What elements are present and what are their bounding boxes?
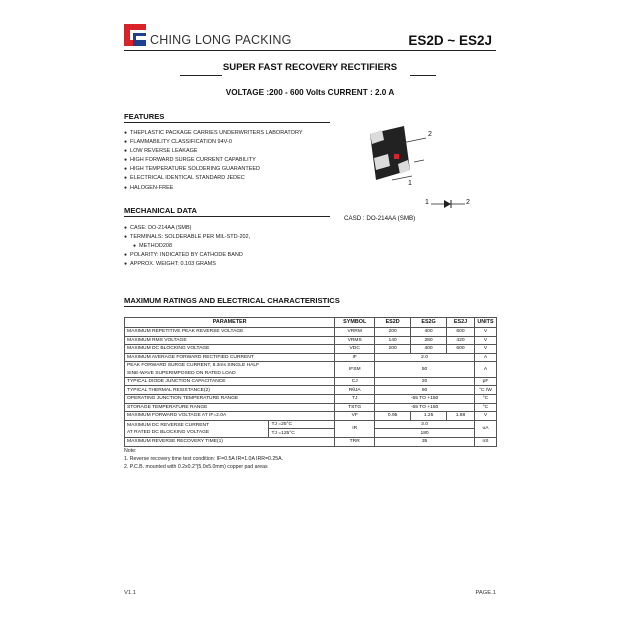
param-cell: MAXIMUM REVERSE RECOVERY TIME(1) xyxy=(125,437,335,446)
value-cell: 200 xyxy=(375,328,411,337)
value-cell: 400 xyxy=(411,328,447,337)
table-row xyxy=(125,328,497,337)
footer-version: V1.1 xyxy=(124,590,136,596)
value-cell: 2.0 xyxy=(375,353,475,362)
param-cell: MAXIMUM REPETITIVE PEAK REVERSE VOLTAGE xyxy=(125,328,335,337)
param-line: MAXIMUM DC REVERSE CURRENT xyxy=(127,422,210,428)
symbol-pin2-label: 2 xyxy=(466,199,470,206)
param-cell: MAXIMUM RMS VOLTAGE xyxy=(125,336,335,345)
condition-cell: TJ =25°C xyxy=(269,420,335,429)
param-cell: MAXIMUM FORWARD VOLTAGE AT IF=2.0A xyxy=(125,412,335,421)
table-row xyxy=(125,353,497,362)
feature-item: ● LOW REVERSE LEAKAGE xyxy=(124,147,303,156)
table-row xyxy=(125,403,497,412)
feature-item: ● HIGH TEMPERATURE SOLDERING GUARANTEED xyxy=(124,165,303,174)
symbol-pin1-label: 1 xyxy=(425,199,429,206)
symbol-cell: TSTG xyxy=(335,403,375,412)
unit-cell: V xyxy=(474,412,496,421)
value-cell: 3.0 xyxy=(375,420,475,429)
param-cell: OPERATING JUNCTION TEMPERATURE RANGE xyxy=(125,394,335,403)
param-cell xyxy=(125,362,335,377)
col-header-es2g: ES2G xyxy=(411,318,447,328)
param-cell: STORAGE TEMPERATURE RANGE xyxy=(125,403,335,412)
unit-cell: °C /W xyxy=(474,386,496,395)
table-row xyxy=(125,412,497,421)
symbol-cell: IFSM xyxy=(335,362,375,377)
param-cell: MAXIMUM DC BLOCKING VOLTAGE xyxy=(125,345,335,354)
mechanical-list xyxy=(124,224,250,269)
notes-heading: Note: xyxy=(124,448,137,454)
feature-item: ● FLAMMABILITY CLASSIFICATION 94V-0 xyxy=(124,138,303,147)
param-line: AT RATED DC BLOCKING VOLTAGE xyxy=(127,429,210,435)
value-cell: 60 xyxy=(375,386,475,395)
ratings-table xyxy=(124,317,497,447)
unit-cell: A xyxy=(474,353,496,362)
company-name: CHING LONG PACKING xyxy=(150,33,292,47)
symbol-cell: TJ xyxy=(335,394,375,403)
mechanical-rule xyxy=(124,216,330,217)
table-row xyxy=(125,394,497,403)
feature-item: ● HALOGEN-FREE xyxy=(124,184,303,193)
unit-cell: V xyxy=(474,328,496,337)
param-cell: MAXIMUM AVERAGE FORWARD RECTIFIED CURRENT xyxy=(125,353,335,362)
symbol-cell: IF xyxy=(335,353,375,362)
param-line: PEAK FORWARD SURGE CURRENT, 8.3ms SINGLE HALF xyxy=(127,363,260,369)
condition-cell: TJ =125°C xyxy=(269,429,335,438)
col-header-parameter: PARAMETER xyxy=(125,318,335,328)
document-title: SUPER FAST RECOVERY RECTIFIERS xyxy=(222,62,398,73)
mechanical-heading: MECHANICAL DATA xyxy=(124,206,197,215)
notes xyxy=(124,447,283,471)
value-cell: 140 xyxy=(375,336,411,345)
unit-cell: V xyxy=(474,336,496,345)
symbol-cell: VDC xyxy=(335,345,375,354)
unit-cell: A xyxy=(474,362,496,377)
table-row xyxy=(125,420,497,429)
value-cell: 600 xyxy=(447,345,475,354)
value-cell: 420 xyxy=(447,336,475,345)
symbol-cell: VRMS xyxy=(335,336,375,345)
table-row xyxy=(125,345,497,354)
mechanical-item xyxy=(124,242,250,251)
header-rule xyxy=(124,50,496,51)
unit-cell: °C xyxy=(474,403,496,412)
diode-symbol xyxy=(431,199,465,209)
unit-cell: V xyxy=(474,345,496,354)
symbol-cell: IR xyxy=(335,420,375,437)
note-item: 2. P.C.B. mounted with 0.2x0.2"(5.0x5.0mm) copper pad areas xyxy=(124,464,268,470)
symbol-cell: VRRM xyxy=(335,328,375,337)
table-row xyxy=(125,437,497,446)
value-cell: 280 xyxy=(411,336,447,345)
unit-cell: °C xyxy=(474,394,496,403)
symbol-cell: TRR xyxy=(335,437,375,446)
param-cell xyxy=(125,420,269,437)
feature-item: ● THEPLASTIC PACKAGE CARRIES UNDERWRITERS LABORATORY xyxy=(124,129,303,138)
value-cell: 35 xyxy=(375,437,475,446)
features-heading: FEATURES xyxy=(124,112,165,121)
value-cell: 20 xyxy=(375,377,475,386)
feature-item: ● HIGH FORWARD SURGE CURRENT CAPABILITY xyxy=(124,156,303,165)
symbol-cell: RθJA xyxy=(335,386,375,395)
pin1-label: 1 xyxy=(408,180,412,187)
col-header-units: UNITS xyxy=(474,318,496,328)
features-rule xyxy=(124,122,330,123)
part-number: ES2D ~ ES2J xyxy=(408,33,492,48)
value-cell: 180 xyxy=(375,429,475,438)
value-cell: 600 xyxy=(447,328,475,337)
col-header-symbol: SYMBOL xyxy=(335,318,375,328)
symbol-cell: VF xyxy=(335,412,375,421)
value-cell: 50 xyxy=(375,362,475,377)
symbol-cell: CJ xyxy=(335,377,375,386)
col-header-es2j: ES2J xyxy=(447,318,475,328)
table-header-row xyxy=(125,318,497,328)
package-case-label: CASD : DO-214AA (SMB) xyxy=(344,215,416,222)
table-row xyxy=(125,336,497,345)
param-line: SINE-WAVE SUPERIMPOSED ON RATED LOAD xyxy=(127,370,236,376)
ratings-rule xyxy=(124,306,330,307)
mechanical-item: ● POLARITY: INDICATED BY CATHODE BAND xyxy=(124,251,250,260)
value-cell: 1.25 xyxy=(411,412,447,421)
footer-page: PAGE.1 xyxy=(475,590,496,596)
mechanical-item: ● APPROX. WEIGHT: 0.103 GRAMS xyxy=(124,260,250,269)
table-row xyxy=(125,386,497,395)
col-header-es2d: ES2D xyxy=(375,318,411,328)
param-cell: TYPICAL THERMAL RESISTANCE(2) xyxy=(125,386,335,395)
table-row xyxy=(125,362,497,377)
mechanical-item: ● TERMINALS: SOLDERABLE PER MIL-STD-202, xyxy=(124,233,250,242)
mechanical-item: ● CASE: DO-214AA (SMB) xyxy=(124,224,250,233)
company-logo xyxy=(124,24,146,46)
title-underline-left xyxy=(180,75,222,76)
title-underline-right xyxy=(410,75,436,76)
unit-cell: uA xyxy=(474,420,496,437)
value-cell: 200 xyxy=(375,345,411,354)
value-cell: 0.95 xyxy=(375,412,411,421)
value-cell: -55 TO +150 xyxy=(375,403,475,412)
unit-cell: pF xyxy=(474,377,496,386)
pin2-label: 2 xyxy=(428,131,432,138)
value-cell: 1.68 xyxy=(447,412,475,421)
value-cell: 400 xyxy=(411,345,447,354)
unit-cell: nS xyxy=(474,437,496,446)
param-cell: TYPICAL DIODE JUNCTION CAPACITANCE xyxy=(125,377,335,386)
voltage-current-rating: VOLTAGE :200 - 600 Volts CURRENT : 2.0 A xyxy=(225,88,395,97)
features-list xyxy=(124,129,303,193)
value-cell: -55 TO +150 xyxy=(375,394,475,403)
table-row xyxy=(125,377,497,386)
note-item: 1. Reverse recovery time test condition: IF=0.5A IR=1.0A IRR=0.25A. xyxy=(124,456,284,462)
mechanical-item-continued: METHOD208 xyxy=(139,243,173,250)
feature-item: ● ELECTRICAL IDENTICAL STANDARD JEDEC xyxy=(124,174,303,183)
ratings-heading: MAXIMUM RATINGS AND ELECTRICAL CHARACTERISTICS xyxy=(124,296,340,305)
